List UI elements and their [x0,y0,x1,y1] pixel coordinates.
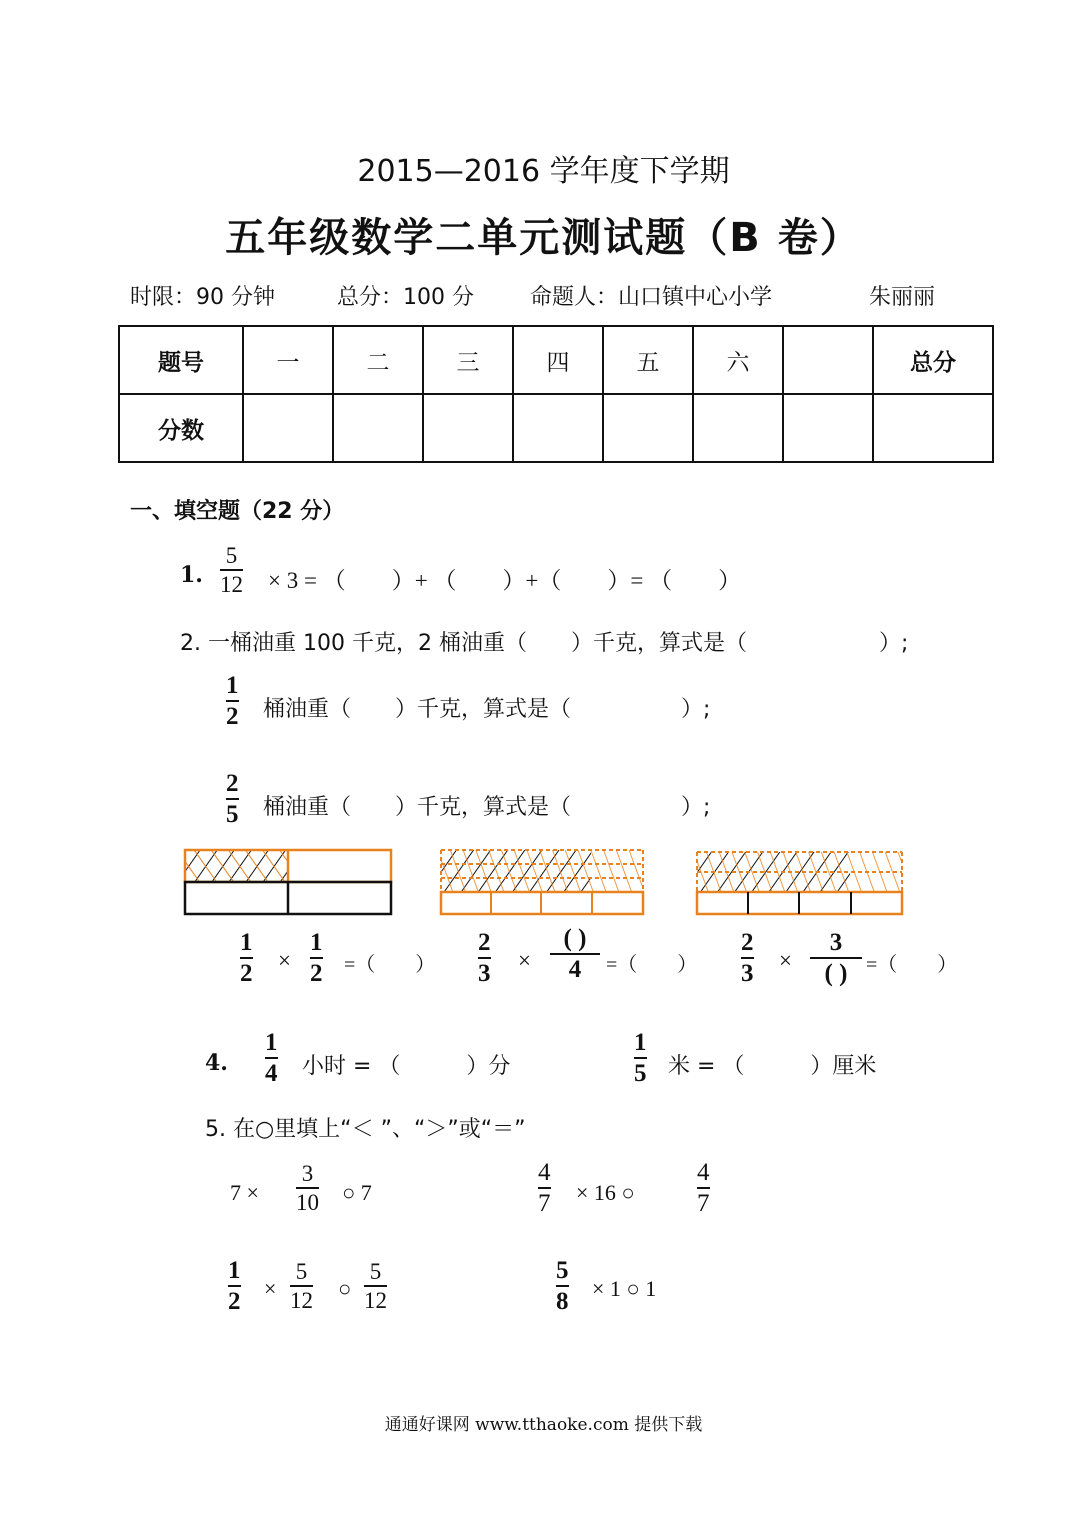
table-header-cell: 一 [243,326,333,394]
q5-instruction: 5. 在○里填上“＜ ”、“＞”或“＝” [205,1117,526,1142]
fraction-diagrams [0,842,1087,922]
fraction-bar [550,953,600,955]
score-cell[interactable] [783,394,873,462]
numerator: 2 [741,929,754,956]
score-cell[interactable] [423,394,513,462]
q5-c2-fraction [538,1160,551,1216]
q5-c3-fraction [228,1258,241,1314]
fraction-bar [634,1057,647,1059]
denominator: 7 [538,1190,551,1217]
q4-fraction-quarter [265,1030,278,1086]
denominator: 3 [741,960,754,987]
numerator: 4 [538,1159,551,1186]
denominator: ( ) [824,960,848,987]
q5-c3-mid2: ○ [338,1276,352,1301]
q5-c1-post: ○ 7 [342,1180,372,1205]
table-header-cell: 四 [513,326,603,394]
q5-c4-fraction [556,1258,569,1314]
q3-eq3-result: =（ ） [866,954,958,976]
q3-eq2-frac-a [478,930,491,986]
diagram-1 [185,850,391,914]
table-header-cell: 五 [603,326,693,394]
q2-fraction-two-fifths [226,771,239,827]
q4-hours-text: 小时 = （ ）分 [302,1054,511,1079]
table-header-cell: 总分 [873,326,993,394]
time-limit: 时限：90 分钟 [130,285,275,310]
total-score: 总分：100 分 [337,285,474,310]
numerator: 3 [829,929,843,956]
fraction-bar [220,569,243,571]
score-cell[interactable] [603,394,693,462]
q3-eq1-frac-a [240,930,253,986]
numerator: 1 [240,929,253,956]
diagram-2 [441,850,643,914]
denominator: 2 [226,703,239,730]
fraction-bar [364,1285,387,1287]
q4-number: 4. [205,1050,228,1076]
numerator: 1 [265,1029,278,1056]
numerator: 1 [634,1029,647,1056]
q2-line3: 桶油重（ ）千克，算式是（ ）; [263,795,711,820]
q3-eq2-frac-b [550,926,600,982]
q1-fraction [220,544,243,596]
q5-c1-fraction [296,1162,319,1214]
table-header-cell: 三 [423,326,513,394]
denominator: 10 [296,1190,319,1215]
fraction-bar [296,1187,319,1189]
q5-c4-post: × 1 ○ 1 [592,1276,657,1301]
score-cell[interactable] [243,394,333,462]
section-heading: 一、填空题（22 分） [130,499,345,524]
numerator: 4 [697,1159,710,1186]
fraction-bar [290,1285,313,1287]
numerator: 5 [556,1257,569,1284]
denominator: 12 [364,1288,387,1313]
fraction-bar [741,957,754,959]
table-header-cell [783,326,873,394]
q2-fraction-half [226,673,239,729]
denominator: 8 [556,1288,569,1315]
q1-expression: × 3 = （ ）+ （ ）+（ ）= （ ） [268,568,742,593]
q4-meters-text: 米 = （ ）厘米 [668,1054,877,1079]
fraction-bar [697,1187,710,1189]
denominator: 3 [478,960,491,987]
denominator: 5 [226,801,239,828]
q3-eq1-frac-b [310,930,323,986]
author-label: 命题人：山口镇中心小学 [530,285,773,310]
score-table [118,325,994,463]
q3-eq1-result: =（ ） [344,954,436,976]
q1-number: 1. [180,562,203,588]
q3-eq1-operator: × [278,948,291,973]
numerator: 3 [301,1161,314,1186]
fraction-bar [226,798,239,800]
numerator: 1 [310,929,323,956]
denominator: 12 [220,572,243,597]
table-header-cell: 题号 [119,326,243,394]
q2-line1: 2. 一桶油重 100 千克，2 桶油重（ ）千克，算式是（ ）; [180,631,909,656]
numerator: 1 [228,1257,241,1284]
diagram-3 [697,852,902,914]
denominator: 7 [697,1190,710,1217]
fraction-bar [478,957,491,959]
denominator: 2 [310,960,323,987]
score-cell[interactable] [873,394,993,462]
numerator: 5 [369,1259,382,1284]
numerator: 5 [225,543,238,568]
q3-eq2-operator: × [518,948,531,973]
author-name: 朱丽丽 [869,285,936,310]
fraction-bar [556,1285,569,1287]
table-header-cell: 二 [333,326,423,394]
q5-c1-pre: 7 × [230,1180,259,1205]
q5-c3-mid: × [264,1276,277,1301]
denominator: 4 [265,1060,278,1087]
numerator: ( ) [563,925,587,952]
q3-eq2-result: =（ ） [606,954,698,976]
score-cell[interactable] [333,394,423,462]
fraction-bar [226,700,239,702]
footer-text: 通通好课网 www.tthaoke.com 提供下载 [384,1415,703,1435]
fraction-bar [228,1285,241,1287]
q5-c3-fraction3 [364,1260,387,1312]
denominator: 4 [568,956,582,983]
numerator: 1 [226,672,239,699]
fraction-bar [810,957,862,959]
score-cell[interactable] [513,394,603,462]
denominator: 12 [290,1288,313,1313]
numerator: 5 [295,1259,308,1284]
q2-line2: 桶油重（ ）千克，算式是（ ）; [263,697,711,722]
denominator: 5 [634,1060,647,1087]
denominator: 2 [240,960,253,987]
q5-c2-fraction2 [697,1160,710,1216]
q3-eq3-frac-b [810,930,862,986]
q5-c2-mid: × 16 ○ [576,1180,635,1205]
table-header-cell: 六 [693,326,783,394]
score-cell[interactable] [693,394,783,462]
denominator: 2 [228,1288,241,1315]
fraction-bar [240,957,253,959]
fraction-bar [538,1187,551,1189]
fraction-bar [310,957,323,959]
school-year: 2015—2016 学年度下学期 [357,154,730,189]
numerator: 2 [478,929,491,956]
q3-eq3-frac-a [741,930,754,986]
table-row-label: 分数 [119,394,243,462]
fraction-bar [265,1057,278,1059]
q3-eq3-operator: × [779,948,792,973]
q5-c3-fraction2 [290,1260,313,1312]
page-title: 五年级数学二单元测试题（B 卷） [225,215,862,261]
q4-fraction-fifth [634,1030,647,1086]
numerator: 2 [226,770,239,797]
